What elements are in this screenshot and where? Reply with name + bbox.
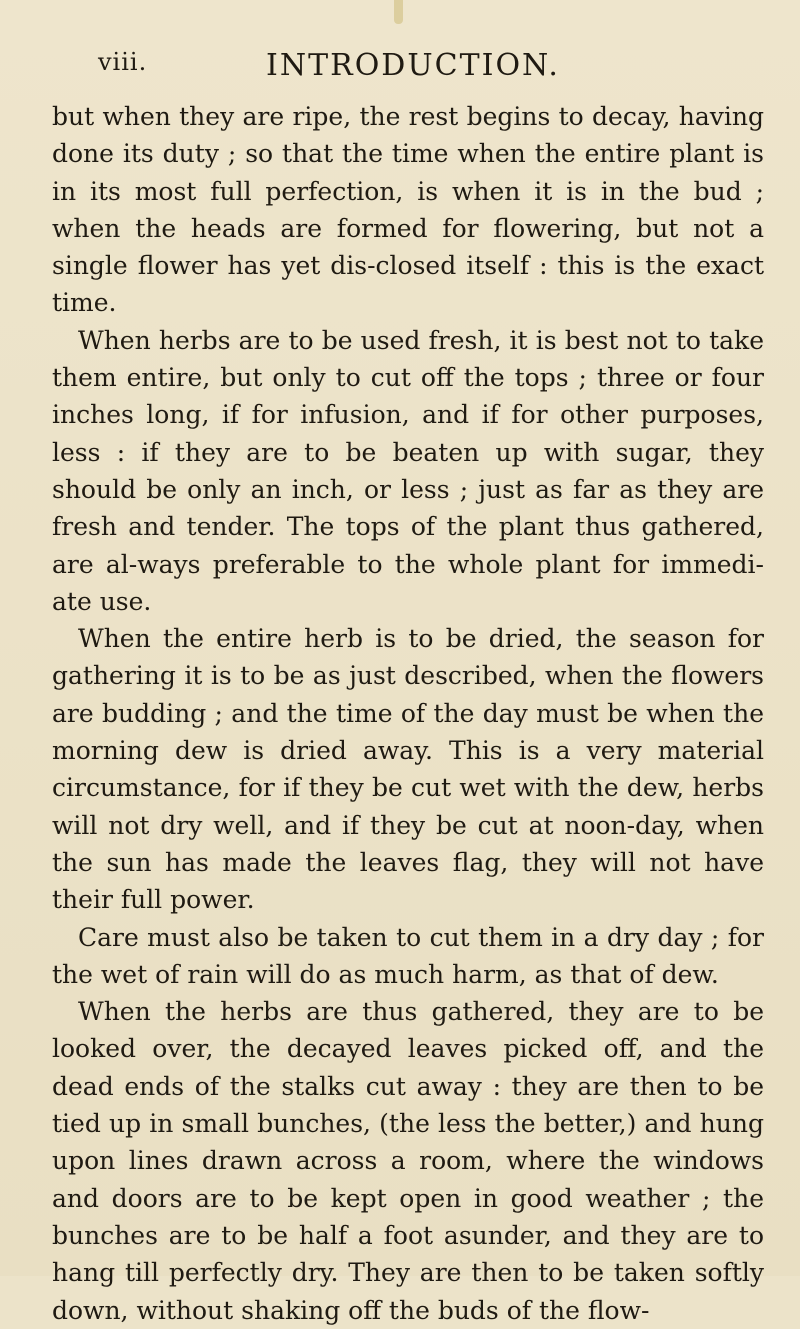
running-head (98, 48, 778, 88)
body-text (52, 98, 764, 1329)
page-number: viii. (98, 48, 148, 76)
paper-mark (394, 0, 403, 24)
paragraph-fresh-herbs: When herbs are to be used fresh, it is best not to take them entire, but only to cut off the tops ; three or four inches long, if for infusion, and if for other purposes, less : if they are to be beaten up with sugar, they should be only an inch, or less ; just as far as they are fresh and tender. The tops of the plant thus gathered, are al-ways preferable to the whole plant for immedi-ate use. (52, 325, 764, 616)
paragraph-drying-season: When the entire herb is to be dried, the season for gathering it is to be as just described, when the flowers are budding ; and the time of the day must be when the morning dew is dried away. This is a very material circumstance, for if they be cut wet with the dew, herbs will not dry well, and if they be cut at noon-day, when the sun has made the leaves flag, they will not have their full power. (52, 624, 764, 915)
paragraph-continued: but when they are ripe, the rest begins to decay, having done its duty ; so that the time when the entire plant is in its most full perfection, is when it is in the bud ; when the heads are formed for flowering, but not a single flower has yet dis-closed itself : this is the exact time. (52, 102, 764, 318)
paragraph-hanging-bunches: When the herbs are thus gathered, they are to be looked over, the decayed leaves picked off, and the dead ends of the stalks cut away : they are then to be tied up in small bunches, (the less the better,) and hung upon lines drawn across a room, where the windows and doors are to be kept open in good weather ; the bunches are to be half a foot asunder, and they are to hang till perfectly dry. They are then to be taken softly down, without shaking off the buds of the flow- (52, 997, 764, 1325)
paragraph-dry-day: Care must also be taken to cut them in a dry day ; for the wet of rain will do as much harm, as that of dew. (52, 922, 764, 989)
running-head-title: INTRODUCTION. (266, 48, 560, 83)
